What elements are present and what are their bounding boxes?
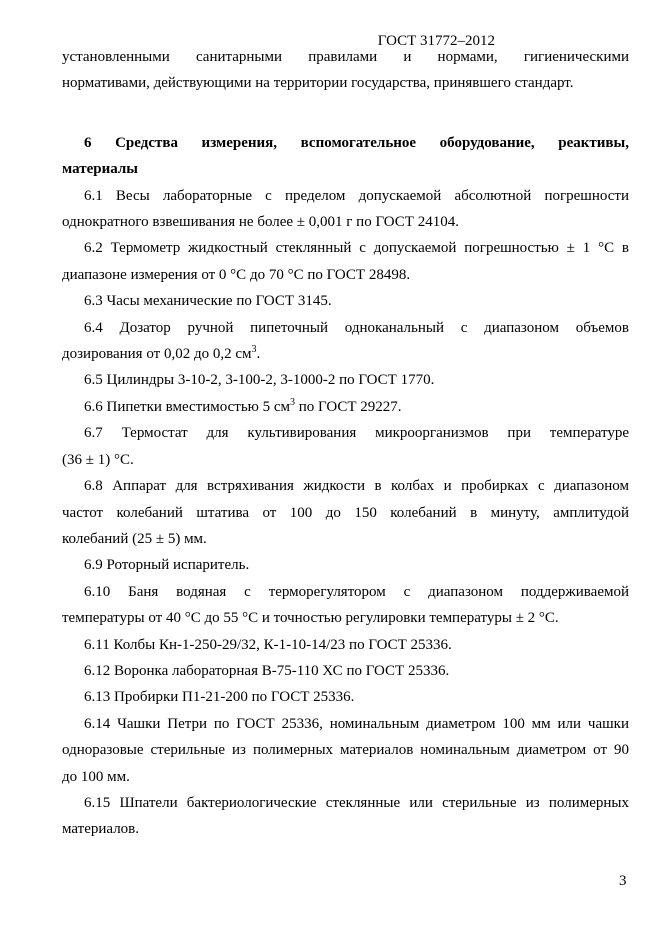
document-header: ГОСТ 31772–2012 bbox=[377, 33, 495, 49]
item-6-12-line-1: 6.12 Воронка лабораторная В-75-110 ХС по ГОСТ 25336. bbox=[84, 662, 450, 679]
item-6-15-line-1: 6.15 Шпатели бактериологические стеклянные или стерильные из полимерных bbox=[84, 794, 629, 811]
item-6-5 bbox=[62, 367, 629, 393]
item-6-15-line-2: материалов. bbox=[62, 821, 140, 838]
page-number: 3 bbox=[619, 873, 627, 889]
item-6-6-line-1 bbox=[62, 394, 629, 420]
item-6-6-superscript: 3 bbox=[290, 396, 296, 408]
item-6-7-line-2: (36 ± 1) °С. bbox=[62, 451, 134, 468]
item-6-4-line-1: 6.4 Дозатор ручной пипеточный одноканальный с диапазоном объемов bbox=[84, 319, 629, 336]
item-6-8-line-2: частот колебаний штатива от 100 до 150 колебаний в минуту, амплитудой bbox=[62, 504, 629, 521]
item-6-13 bbox=[62, 684, 629, 710]
item-6-1-line-1: 6.1 Весы лабораторные с пределом допускаемой абсолютной погрешности bbox=[84, 187, 629, 204]
item-6-1-line-2: однократного взвешивания не более ± 0,001 г по ГОСТ 24104. bbox=[62, 214, 459, 231]
item-6-12 bbox=[62, 658, 629, 684]
item-6-7-line-1: 6.7 Термостат для культивирования микроорганизмов при температуре bbox=[84, 425, 629, 442]
item-6-14-line-1: 6.14 Чашки Петри по ГОСТ 25336, номинальным диаметром 100 мм или чашки bbox=[84, 715, 629, 732]
item-6-4-line-2-end: . bbox=[256, 346, 261, 363]
item-6-10 bbox=[62, 579, 629, 632]
item-6-14-line-3: до 100 мм. bbox=[62, 768, 130, 785]
item-6-4-superscript: 3 bbox=[251, 344, 257, 356]
section-gap bbox=[62, 97, 629, 124]
item-6-6 bbox=[62, 394, 629, 420]
intro-line-1: установленными санитарными правилами и нормами, гигиеническими bbox=[62, 49, 629, 65]
item-6-9-line-1: 6.9 Роторный испаритель. bbox=[84, 557, 250, 574]
item-6-8-line-1: 6.8 Аппарат для встряхивания жидкости в колбах и пробирках с диапазоном bbox=[84, 478, 629, 495]
document-body bbox=[62, 44, 629, 843]
item-6-3 bbox=[62, 288, 629, 314]
item-6-5-line-1: 6.5 Цилиндры 3-10-2, 3-100-2, 3-1000-2 по ГОСТ 1770. bbox=[84, 372, 435, 389]
item-6-2-line-2: диапазоне измерения от 0 °С до 70 °С по ГОСТ 28498. bbox=[62, 266, 411, 283]
item-6-2-line-1: 6.2 Термометр жидкостный стеклянный с допускаемой погрешностью ± 1 °С в bbox=[84, 240, 629, 257]
item-6-4-line-2-text: дозирования от 0,02 до 0,2 см bbox=[62, 346, 252, 363]
item-6-13-line-1: 6.13 Пробирки П1-21-200 по ГОСТ 25336. bbox=[84, 689, 355, 706]
section-6-heading-line-2: материалы bbox=[62, 161, 138, 178]
section-6-heading-line-1: 6 Средства измерения, вспомогательное оборудование, реактивы, bbox=[84, 134, 629, 151]
intro-line-2: нормативами, действующими на территории государства, принявшего стандарт. bbox=[62, 75, 574, 92]
item-6-11 bbox=[62, 632, 629, 658]
item-6-9 bbox=[62, 552, 629, 578]
item-6-11-line-1: 6.11 Колбы Кн-1-250-29/32, К-1-10-14/23 по ГОСТ 25336. bbox=[84, 636, 452, 653]
item-6-7 bbox=[62, 420, 629, 473]
intro-paragraph bbox=[62, 44, 629, 97]
item-6-4 bbox=[62, 315, 629, 368]
item-6-8 bbox=[62, 473, 629, 552]
item-6-14-line-2: одноразовые стерильные из полимерных материалов номинальным диаметром от 90 bbox=[62, 742, 629, 759]
item-6-2 bbox=[62, 235, 629, 288]
item-6-8-line-3: колебаний (25 ± 5) мм. bbox=[62, 530, 207, 547]
item-6-6-text-b: по ГОСТ 29227. bbox=[295, 398, 402, 415]
item-6-4-line-2 bbox=[62, 341, 629, 367]
item-6-3-line-1: 6.3 Часы механические по ГОСТ 3145. bbox=[84, 293, 332, 310]
item-6-10-line-2: температуры от 40 °С до 55 °С и точностью регулировки температуры ± 2 °С. bbox=[62, 610, 559, 627]
item-6-6-text-a: 6.6 Пипетки вместимостью 5 см bbox=[84, 398, 291, 415]
section-6-heading bbox=[62, 130, 629, 183]
item-6-14 bbox=[62, 711, 629, 790]
item-6-10-line-1: 6.10 Баня водяная с терморегулятором с диапазоном поддерживаемой bbox=[84, 583, 629, 600]
item-6-15 bbox=[62, 790, 629, 843]
item-6-1 bbox=[62, 183, 629, 236]
